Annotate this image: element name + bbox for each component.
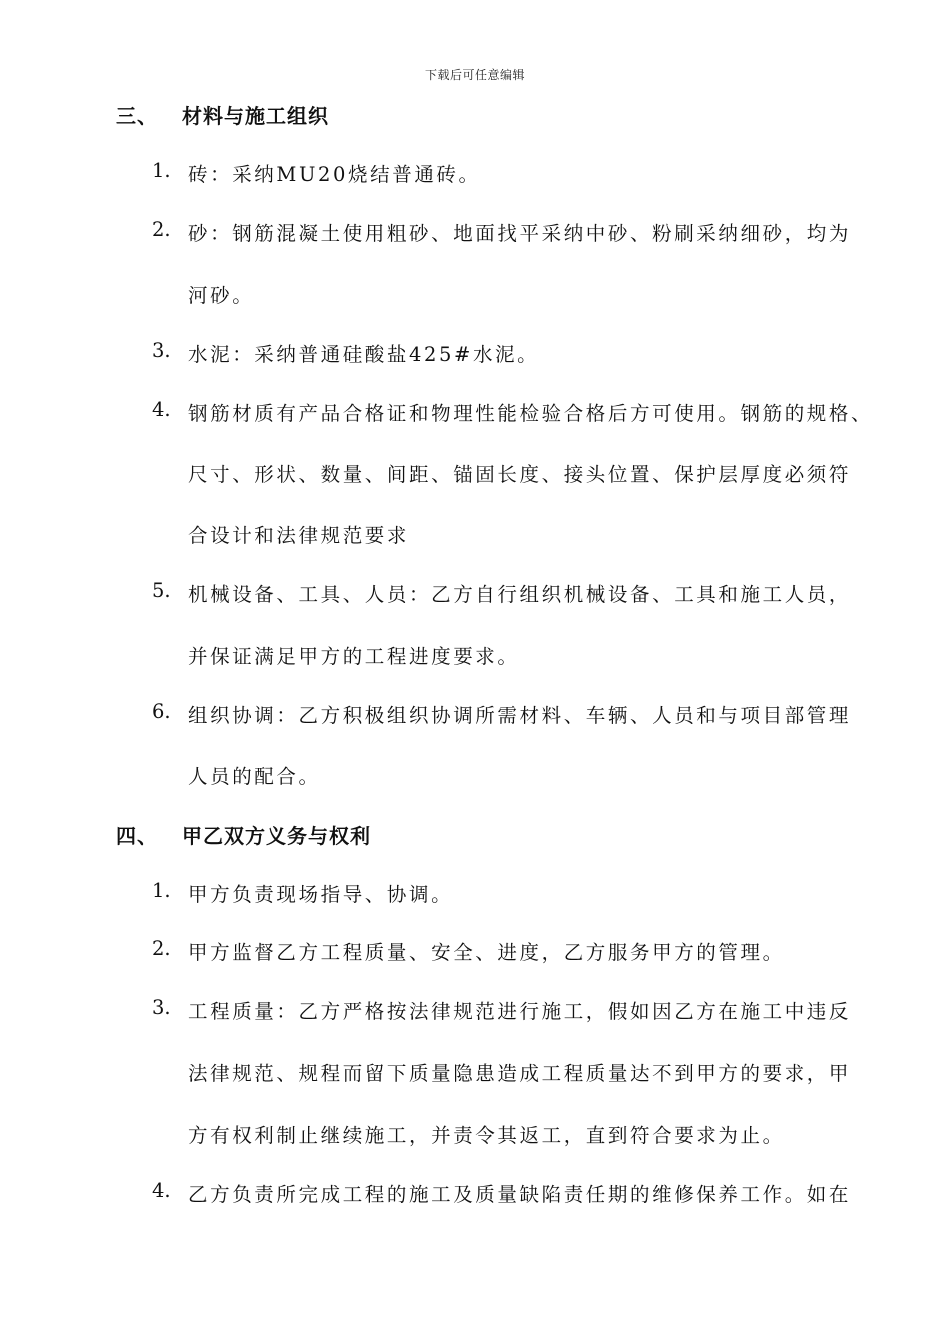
section-heading	[116, 820, 371, 849]
item-number: 2.	[152, 937, 171, 960]
item-text: 组织协调：乙方积极组织协调所需材料、车辆、人员和与项目部管理	[188, 704, 852, 727]
item-text: 水泥：采纳普通硅酸盐425#水泥。	[188, 343, 540, 366]
list-item	[152, 579, 852, 607]
section-title-text: 材料与施工组织	[182, 104, 329, 128]
list-item	[152, 339, 540, 367]
item-text: 机械设备、工具、人员：乙方自行组织机械设备、工具和施工人员，	[188, 583, 852, 606]
item-continuation: 合设计和法律规范要求	[188, 524, 410, 547]
item-continuation: 河砂。	[188, 284, 255, 307]
item-number: 3.	[152, 996, 171, 1019]
item-number: 6.	[152, 700, 171, 723]
item-text: 钢筋材质有产品合格证和物理性能检验合格后方可使用。钢筋的规格、	[188, 402, 874, 425]
item-continuation: 尺寸、形状、数量、间距、锚固长度、接头位置、保护层厚度必须符	[188, 463, 852, 486]
list-item	[152, 937, 785, 965]
item-number: 4.	[152, 1179, 171, 1202]
item-text: 甲方监督乙方工程质量、安全、进度，乙方服务甲方的管理。	[188, 941, 785, 964]
section-heading	[116, 100, 329, 129]
list-item	[152, 1179, 852, 1207]
item-continuation: 人员的配合。	[188, 765, 321, 788]
header-note: 下载后可任意编辑	[424, 68, 525, 82]
list-item	[152, 996, 852, 1024]
item-number: 3.	[152, 339, 171, 362]
section-number: 四、	[116, 824, 158, 848]
section-title-text: 甲乙双方义务与权利	[182, 824, 371, 848]
item-continuation: 并保证满足甲方的工程进度要求。	[188, 645, 520, 668]
section-number: 三、	[116, 104, 158, 128]
item-text: 砖：采纳MU20烧结普通砖。	[188, 163, 481, 186]
list-item	[152, 398, 874, 426]
item-number: 5.	[152, 579, 171, 602]
item-continuation: 法律规范、规程而留下质量隐患造成工程质量达不到甲方的要求，甲	[188, 1062, 852, 1085]
item-text: 砂：钢筋混凝土使用粗砂、地面找平采纳中砂、粉刷采纳细砂，均为	[188, 222, 852, 245]
list-item	[152, 879, 454, 907]
item-number: 4.	[152, 398, 171, 421]
item-number: 1.	[152, 879, 171, 902]
item-text: 乙方负责所完成工程的施工及质量缺陷责任期的维修保养工作。如在	[188, 1183, 852, 1206]
item-continuation: 方有权利制止继续施工，并责令其返工，直到符合要求为止。	[188, 1124, 785, 1147]
list-item	[152, 159, 481, 187]
list-item	[152, 218, 852, 246]
item-text: 工程质量：乙方严格按法律规范进行施工，假如因乙方在施工中违反	[188, 1000, 852, 1023]
item-number: 1.	[152, 159, 171, 182]
list-item	[152, 700, 852, 728]
item-text: 甲方负责现场指导、协调。	[188, 883, 454, 906]
item-number: 2.	[152, 218, 171, 241]
